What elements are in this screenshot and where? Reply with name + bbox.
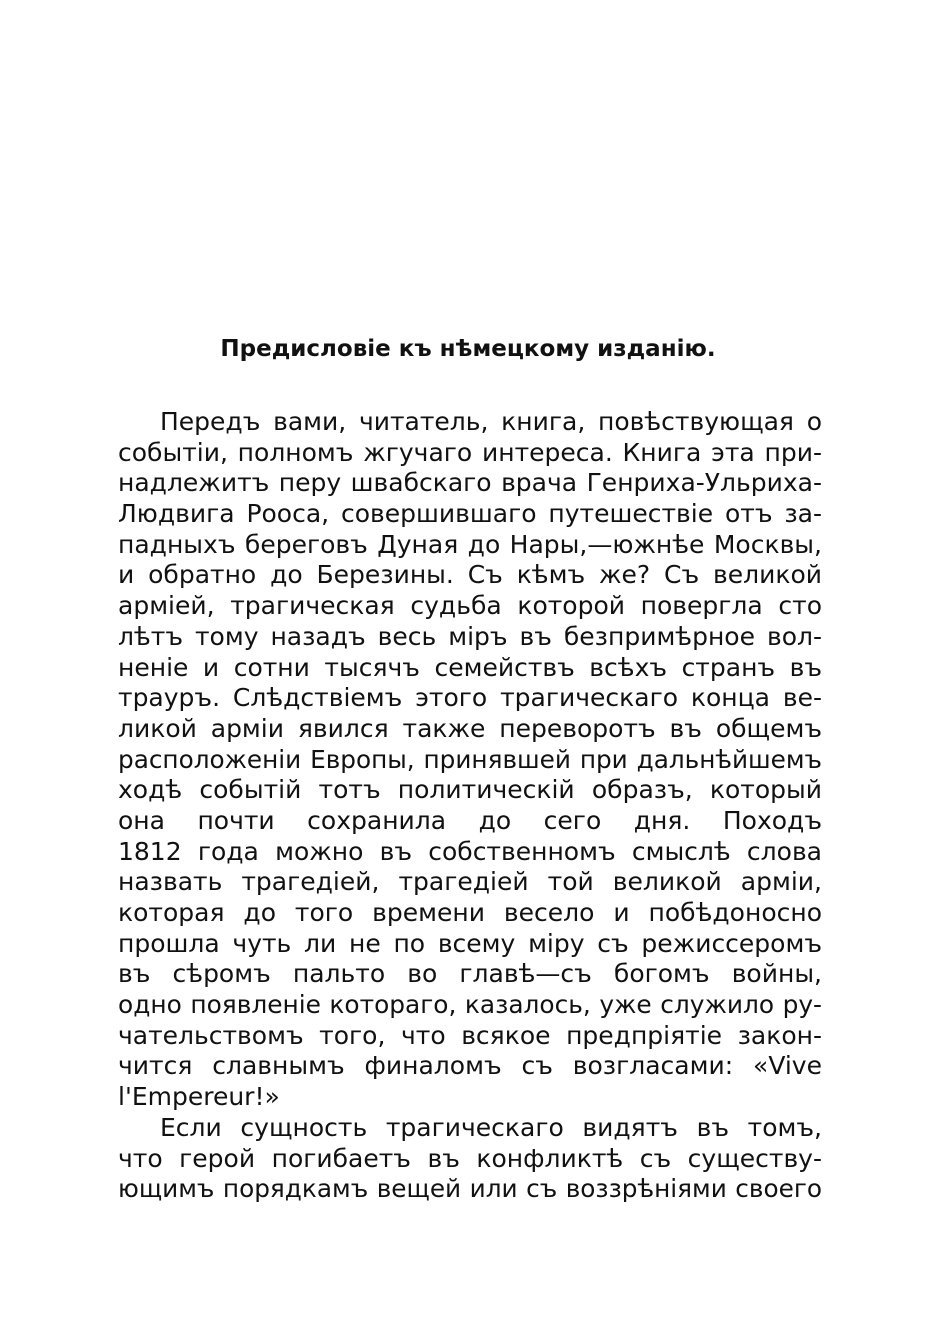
text-line: одно появленіе котораго, казалось, уже служило ру- <box>118 990 822 1020</box>
text-line: событіи, полномъ жгучаго интереса. Книга эта при- <box>118 437 822 467</box>
text-line: назвать трагедіей, трагедіей той великой арміи, <box>118 867 822 897</box>
text-line: она почти сохранила до сего дня. Походъ <box>118 805 822 835</box>
text-line: расположеніи Европы, принявшей при дальнѣйшемъ <box>118 744 822 774</box>
text-line: арміей, трагическая судьба которой повергла сто <box>118 591 822 621</box>
text-line: ликой арміи явился также переворотъ въ общемъ <box>118 713 822 743</box>
text-line: неніе и сотни тысячъ семействъ всѣхъ странъ въ <box>118 652 822 682</box>
text-line: ющимъ порядкамъ вещей или съ воззрѣніями своего <box>118 1174 822 1204</box>
text-line: трауръ. Слѣдствіемъ этого трагическаго конца ве- <box>118 683 822 713</box>
text-line: лѣтъ тому назадъ весь міръ въ безпримѣрное вол- <box>118 621 822 651</box>
chapter-heading: Предисловіе къ нѣмецкому изданію. <box>220 336 716 362</box>
text-line: l'Empereur!» <box>118 1082 280 1112</box>
text-line: Если сущность трагическаго видятъ въ томъ, <box>160 1112 822 1142</box>
text-line: надлежитъ перу швабскаго врача Генриха-Ульриха- <box>118 468 822 498</box>
text-line: что герой погибаетъ въ конфликтѣ съ существу- <box>118 1143 822 1173</box>
body-text <box>118 407 822 1205</box>
text-line: чательствомъ того, что всякое предпріятіе закон- <box>118 1020 822 1050</box>
text-line: чится славнымъ финаломъ съ возгласами: «Vive <box>118 1051 822 1081</box>
text-line: падныхъ береговъ Дуная до Нары,—южнѣе Москвы, <box>118 529 822 559</box>
text-line: и обратно до Березины. Съ кѣмъ же? Съ великой <box>118 560 822 590</box>
text-line: которая до того времени весело и побѣдоносно <box>118 898 822 927</box>
text-line: ходѣ событій тотъ политическій образъ, который <box>118 775 822 805</box>
text-line: Передъ вами, читатель, книга, повѣствующая о <box>160 407 822 436</box>
text-line: Людвига Рооса, совершившаго путешествіе отъ за- <box>118 499 822 529</box>
text-line: 1812 года можно въ собственномъ смыслѣ слова <box>118 836 822 866</box>
text-line: прошла чуть ли не по всему міру съ режиссеромъ <box>118 928 822 958</box>
text-line: въ сѣромъ пальто во главѣ—съ богомъ войны, <box>118 959 822 989</box>
